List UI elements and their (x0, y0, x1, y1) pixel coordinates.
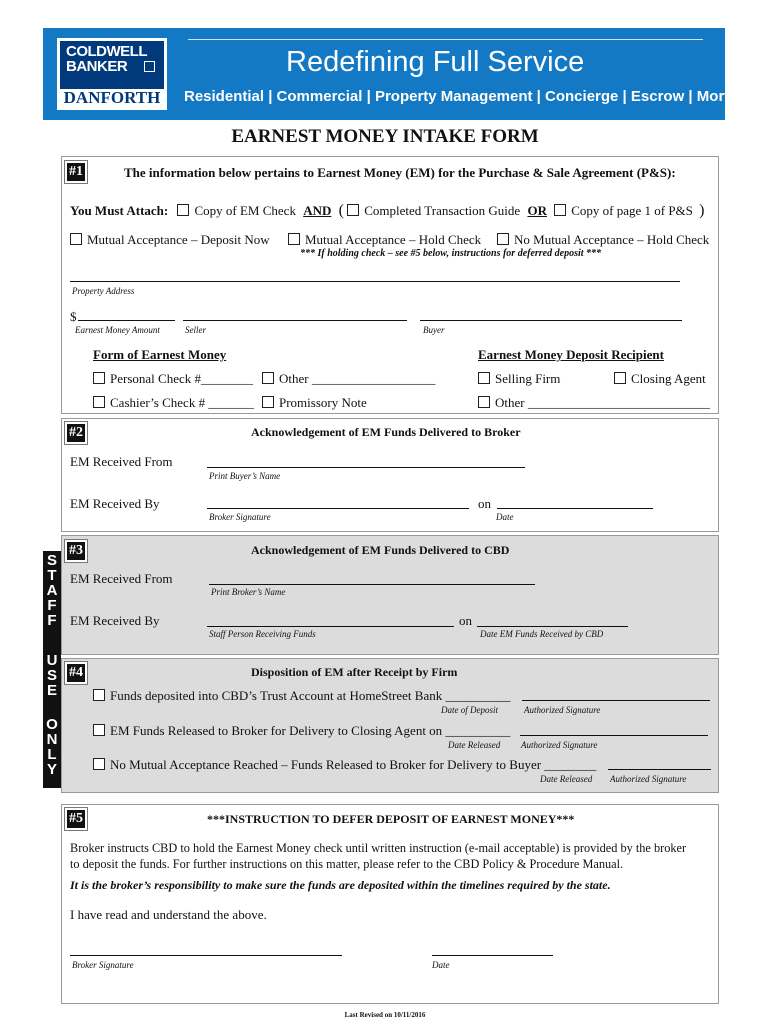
s2-on: on (478, 496, 491, 511)
s3-date-label: Date EM Funds Received by CBD (480, 629, 604, 639)
opt2-label: EM Funds Released to Broker for Delivery to Closing Agent on __________ (110, 723, 511, 738)
no-mutual-checkbox[interactable] (497, 233, 509, 245)
other2-label: Other ____________________________ (495, 395, 710, 410)
cashiers-check-label: Cashier’s Check # _______ (110, 395, 254, 410)
promissory-checkbox[interactable] (262, 396, 274, 408)
promissory-label: Promissory Note (279, 395, 367, 410)
copy-em-label: Copy of EM Check (194, 203, 296, 218)
opt1-checkbox[interactable] (93, 689, 105, 701)
other1-label: Other ___________________ (279, 371, 436, 386)
and-label: AND (303, 203, 332, 218)
no-mutual-label: No Mutual Acceptance – Hold Check (514, 232, 710, 247)
amount-line[interactable] (78, 320, 175, 321)
opt-deposit-now (70, 232, 270, 248)
guide-label: Completed Transaction Guide (364, 203, 521, 218)
section-1-intro: The information below pertains to Earnest Money (EM) for the Purchase & Sale Agreement (P&S): (124, 165, 676, 180)
s5-date-line[interactable] (432, 955, 553, 956)
opt2-sig-line[interactable] (520, 735, 708, 736)
property-address-line[interactable] (70, 281, 680, 282)
seller-line[interactable] (183, 320, 407, 321)
banner-rule (188, 39, 703, 40)
selling-firm-checkbox[interactable] (478, 372, 490, 384)
opt-hold (288, 232, 481, 248)
s3-on: on (459, 613, 472, 628)
section-3-number: #3 (64, 539, 88, 563)
other1-checkbox[interactable] (262, 372, 274, 384)
opt2-date-label: Date Released (448, 740, 501, 750)
opt1-label: Funds deposited into CBD’s Trust Account at HomeStreet Bank __________ (110, 688, 511, 703)
section-5-number: #5 (64, 807, 88, 831)
section-2-number: #2 (64, 421, 88, 445)
read-understand: I have read and understand the above. (70, 907, 267, 922)
s3-received-from: EM Received From (70, 571, 173, 586)
broker-sig-line[interactable] (207, 508, 469, 509)
staff-letter: F (47, 597, 57, 614)
personal-check-checkbox[interactable] (93, 372, 105, 384)
opt3-checkbox[interactable] (93, 758, 105, 770)
staff-letter: Y (46, 761, 57, 778)
personal-check-option (93, 371, 253, 387)
s3-date-line[interactable] (477, 626, 628, 627)
property-address-label: Property Address (72, 286, 135, 296)
cashiers-check-option (93, 395, 254, 411)
buyer-name-line[interactable] (207, 467, 525, 468)
broker-name-label: Print Broker’s Name (211, 587, 286, 597)
other2-option (478, 395, 710, 411)
staff-letter: F (47, 612, 57, 629)
staff-letter: T (47, 567, 57, 584)
staff-person-line[interactable] (207, 626, 454, 627)
opt2-checkbox[interactable] (93, 724, 105, 736)
logo-badge-icon (144, 61, 155, 72)
opt1-sig-line[interactable] (522, 700, 710, 701)
opt3-date-label: Date Released (540, 774, 593, 784)
opt-no-mutual (497, 232, 709, 248)
form-of-em-heading: Form of Earnest Money (93, 347, 227, 362)
disposition-opt3 (93, 757, 596, 773)
section-3-heading: Acknowledgement of EM Funds Delivered to CBD (251, 543, 510, 557)
banner-tagline: Redefining Full Service (286, 46, 585, 78)
defer-paragraph-line2: to deposit the funds. For further instructions on this matter, please refer to the CBD Policy & Procedure Manual. (70, 857, 624, 871)
section-5 (61, 804, 719, 1004)
buyer-name-label: Print Buyer’s Name (209, 471, 281, 481)
defer-emphasis: It is the broker’s responsibility to make sure the funds are deposited within the timelines required by the state. (70, 878, 611, 892)
personal-check-label: Personal Check #________ (110, 371, 253, 386)
guide-checkbox[interactable] (347, 204, 359, 216)
hold-note: *** If holding check – see #5 below, instructions for deferred deposit *** (300, 248, 602, 259)
logo-office-name: DANFORTH (63, 88, 161, 107)
other2-checkbox[interactable] (478, 396, 490, 408)
opt3-auth-label: Authorized Signature (610, 774, 687, 784)
staff-letter: S (46, 552, 57, 569)
logo-text-line1: COLDWELL (66, 43, 147, 60)
staff-person-label: Staff Person Receiving Funds (209, 629, 316, 639)
closing-agent-label: Closing Agent (631, 371, 706, 386)
closing-agent-option (614, 371, 706, 387)
selling-firm-label: Selling Firm (495, 371, 561, 386)
banner-services: Residential | Commercial | Property Management | Concierge | Escrow | Mortgage (184, 88, 765, 105)
staff-letter: A (46, 582, 58, 599)
staff-letter: N (46, 731, 58, 748)
section-4-heading: Disposition of EM after Receipt by Firm (251, 665, 458, 679)
buyer-line[interactable] (420, 320, 682, 321)
buyer-label: Buyer (423, 325, 445, 335)
opt3-sig-line[interactable] (608, 769, 711, 770)
opt3-label: No Mutual Acceptance Reached – Funds Released to Broker for Delivery to Buyer ________ (110, 757, 597, 772)
copy-page-checkbox[interactable] (554, 204, 566, 216)
paren-close: ) (699, 202, 705, 219)
logo-text-line2: BANKER (66, 58, 128, 75)
section-2-heading: Acknowledgement of EM Funds Delivered to Broker (251, 425, 521, 439)
recipient-heading: Earnest Money Deposit Recipient (478, 347, 664, 362)
hold-checkbox[interactable] (288, 233, 300, 245)
staff-letter: O (46, 716, 58, 733)
broker-sig-label: Broker Signature (209, 512, 271, 522)
defer-paragraph-line1: Broker instructs CBD to hold the Earnest Money check until written instruction (e-mail acceptable) is provided by the broker (70, 841, 687, 855)
selling-firm-option (478, 371, 560, 387)
s2-received-by: EM Received By (70, 496, 160, 511)
section-5-heading: ***INSTRUCTION TO DEFER DEPOSIT OF EARNEST MONEY*** (207, 812, 575, 826)
s5-broker-sig-line[interactable] (70, 955, 342, 956)
s2-date-label: Date (496, 512, 514, 522)
form-title: EARNEST MONEY INTAKE FORM (231, 126, 539, 147)
s3-received-by: EM Received By (70, 613, 160, 628)
staff-letter: E (46, 682, 57, 699)
broker-name-line[interactable] (209, 584, 535, 585)
s5-date-label: Date (432, 960, 450, 970)
s5-broker-sig-label: Broker Signature (72, 960, 134, 970)
opt1-date-label: Date of Deposit (441, 705, 498, 715)
closing-agent-checkbox[interactable] (614, 372, 626, 384)
section-4-number: #4 (64, 661, 88, 685)
cashiers-check-checkbox[interactable] (93, 396, 105, 408)
deposit-now-checkbox[interactable] (70, 233, 82, 245)
paren-open: ( (338, 202, 344, 219)
disposition-opt1 (93, 688, 510, 704)
amount-label: Earnest Money Amount (75, 325, 160, 335)
s2-received-from: EM Received From (70, 454, 173, 469)
dollar-sign: $ (70, 309, 77, 324)
s2-date-line[interactable] (497, 508, 653, 509)
copy-em-checkbox[interactable] (177, 204, 189, 216)
attach-row (70, 202, 704, 220)
staff-letter: L (47, 746, 57, 763)
promissory-option (262, 395, 367, 411)
seller-label: Seller (185, 325, 206, 335)
opt1-auth-label: Authorized Signature (524, 705, 601, 715)
or-label: OR (527, 203, 547, 218)
opt2-auth-label: Authorized Signature (521, 740, 598, 750)
staff-letter: S (46, 667, 57, 684)
section-1-number: #1 (64, 160, 88, 184)
hold-label: Mutual Acceptance – Hold Check (305, 232, 482, 247)
copy-page-label: Copy of page 1 of P&S (571, 203, 693, 218)
must-attach-label: You Must Attach: (70, 203, 169, 218)
deposit-now-label: Mutual Acceptance – Deposit Now (87, 232, 270, 247)
disposition-opt2 (93, 723, 510, 739)
other1-option (262, 371, 435, 387)
last-revised: Last Revised on 10/11/2016 (344, 1011, 426, 1019)
staff-letter: U (46, 652, 58, 669)
